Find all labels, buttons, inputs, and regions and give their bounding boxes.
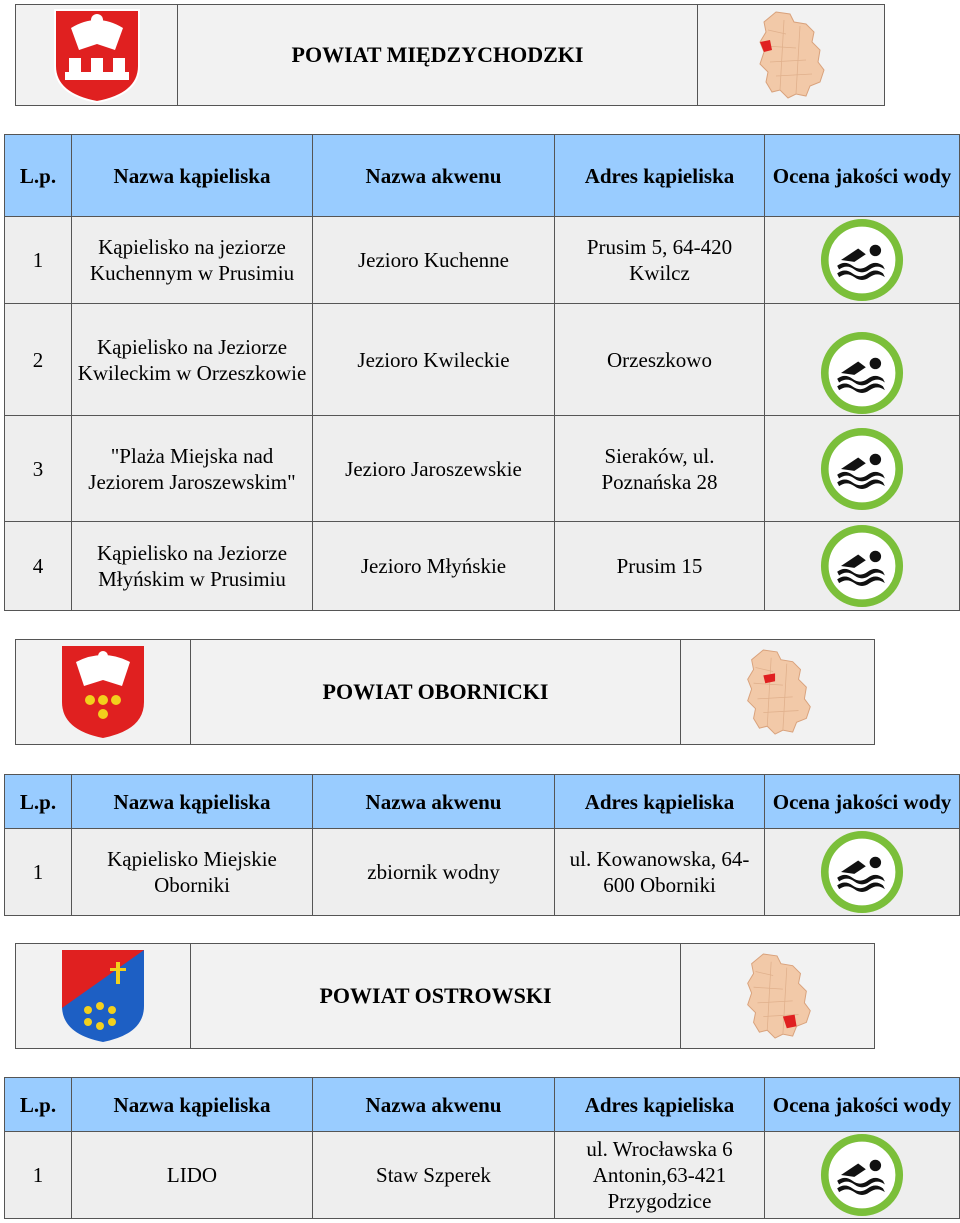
crest-cell: [16, 944, 191, 1048]
map-cell: [698, 5, 884, 105]
section-title: POWIAT OSTROWSKI: [191, 944, 681, 1048]
ostrowski-coat-of-arms-icon: [60, 948, 146, 1044]
row-quality: [765, 1132, 960, 1219]
row-lp: 2: [5, 304, 72, 416]
col-name: Nazwa kąpieliska: [72, 775, 313, 829]
row-quality: [765, 829, 960, 916]
swimmer-good-quality-icon: [820, 331, 904, 415]
col-lp: L.p.: [5, 135, 72, 217]
region-map-icon: [743, 952, 813, 1040]
table-row: [5, 304, 960, 416]
swimmer-good-quality-icon: [820, 218, 904, 302]
table-header-row: [5, 135, 960, 217]
row-name: Kąpielisko na jeziorze Kuchennym w Prusimiu: [72, 217, 313, 304]
table-header-row: [5, 775, 960, 829]
row-address: ul. Wrocławska 6 Antonin,63-421 Przygodzice: [555, 1132, 765, 1219]
col-address: Adres kąpieliska: [555, 135, 765, 217]
map-cell: [681, 640, 874, 744]
row-lp: 1: [5, 217, 72, 304]
section-header-miedzychodzki: [15, 4, 885, 106]
row-water: Staw Szperek: [313, 1132, 555, 1219]
row-lp: 3: [5, 416, 72, 522]
section-title: POWIAT MIĘDZYCHODZKI: [178, 5, 698, 105]
row-lp: 4: [5, 522, 72, 611]
col-name: Nazwa kąpieliska: [72, 1078, 313, 1132]
section-header-ostrowski: [15, 943, 875, 1049]
bathing-table-obornicki: [4, 774, 960, 916]
swimmer-good-quality-icon: [820, 1133, 904, 1217]
row-lp: 1: [5, 829, 72, 916]
row-lp: 1: [5, 1132, 72, 1219]
row-quality: [765, 416, 960, 522]
row-name: Kąpielisko na Jeziorze Kwileckim w Orzeszkowie: [72, 304, 313, 416]
crest-cell: [16, 640, 191, 744]
section-title: POWIAT OBORNICKI: [191, 640, 681, 744]
col-address: Adres kąpieliska: [555, 775, 765, 829]
table-row: [5, 829, 960, 916]
row-name: "Plaża Miejska nad Jeziorem Jaroszewskim": [72, 416, 313, 522]
row-water: Jezioro Jaroszewskie: [313, 416, 555, 522]
row-address: Prusim 15: [555, 522, 765, 611]
col-lp: L.p.: [5, 1078, 72, 1132]
bathing-table-ostrowski: [4, 1077, 960, 1219]
col-address: Adres kąpieliska: [555, 1078, 765, 1132]
row-address: Orzeszkowo: [555, 304, 765, 416]
table-row: [5, 1132, 960, 1219]
col-quality: Ocena jakości wody: [765, 1078, 960, 1132]
col-name: Nazwa kąpieliska: [72, 135, 313, 217]
table-row: [5, 416, 960, 522]
section-header-obornicki: [15, 639, 875, 745]
row-address: Prusim 5, 64-420 Kwilcz: [555, 217, 765, 304]
region-map-icon: [756, 10, 826, 100]
swimmer-good-quality-icon: [820, 524, 904, 608]
row-name: Kąpielisko na Jeziorze Młyńskim w Prusimiu: [72, 522, 313, 611]
col-quality: Ocena jakości wody: [765, 135, 960, 217]
crest-cell: [16, 5, 178, 105]
row-name: Kąpielisko Miejskie Oborniki: [72, 829, 313, 916]
row-water: Jezioro Kwileckie: [313, 304, 555, 416]
row-name: LIDO: [72, 1132, 313, 1219]
row-water: Jezioro Kuchenne: [313, 217, 555, 304]
col-quality: Ocena jakości wody: [765, 775, 960, 829]
bathing-table-miedzychodzki: [4, 134, 960, 611]
col-water: Nazwa akwenu: [313, 775, 555, 829]
table-row: [5, 217, 960, 304]
row-water: zbiornik wodny: [313, 829, 555, 916]
swimmer-good-quality-icon: [820, 830, 904, 914]
table-header-row: [5, 1078, 960, 1132]
obornicki-coat-of-arms-icon: [60, 644, 146, 740]
row-quality: [765, 217, 960, 304]
row-address: ul. Kowanowska, 64-600 Oborniki: [555, 829, 765, 916]
map-cell: [681, 944, 874, 1048]
row-address: Sieraków, ul. Poznańska 28: [555, 416, 765, 522]
col-water: Nazwa akwenu: [313, 1078, 555, 1132]
swimmer-good-quality-icon: [820, 427, 904, 511]
col-lp: L.p.: [5, 775, 72, 829]
row-quality: [765, 522, 960, 611]
miedzychodzki-coat-of-arms-icon: [51, 6, 143, 104]
row-water: Jezioro Młyńskie: [313, 522, 555, 611]
region-map-icon: [743, 648, 813, 736]
table-row: [5, 522, 960, 611]
row-quality: [765, 304, 960, 416]
col-water: Nazwa akwenu: [313, 135, 555, 217]
